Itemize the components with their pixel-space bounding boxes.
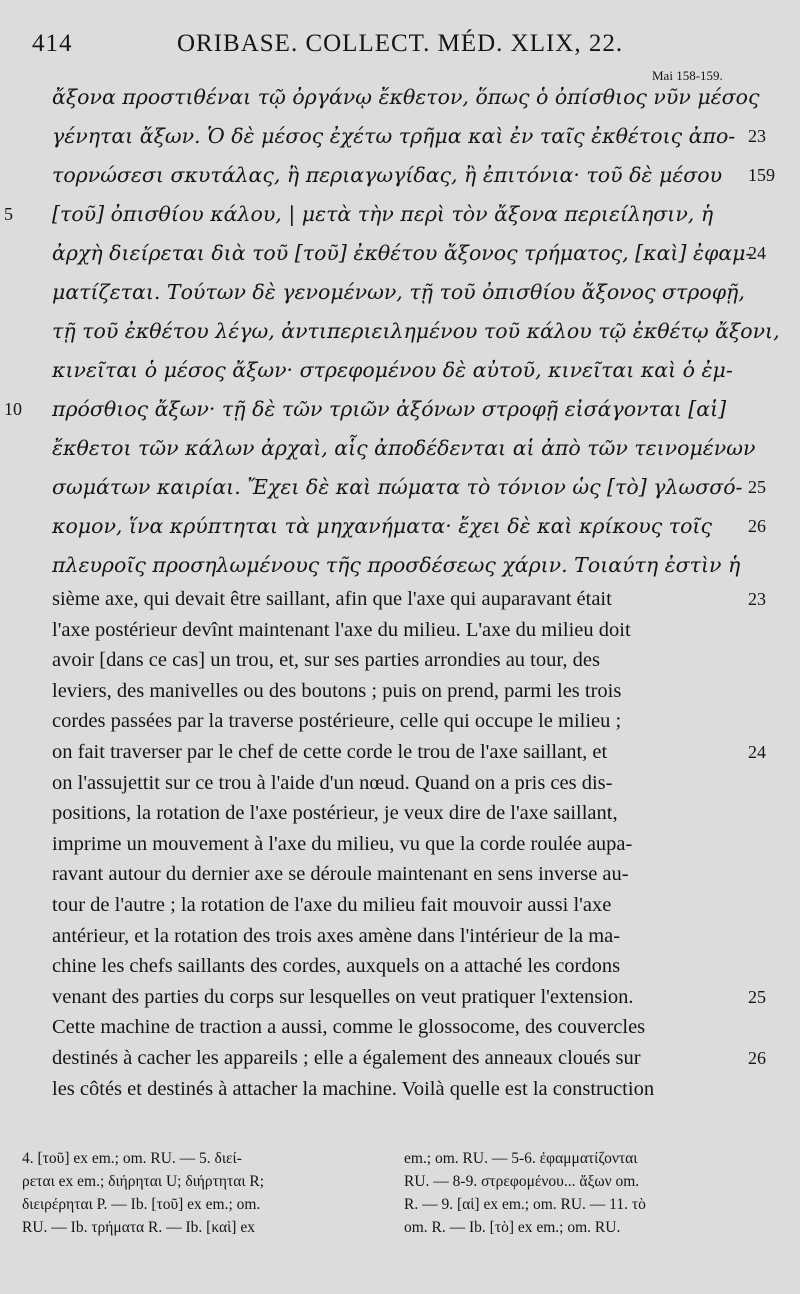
french-line: Cette machine de traction a aussi, comme le glossocome, des couvercles [52,1016,646,1039]
french-line: tour de l'autre ; la rotation de l'axe du milieu fait mouvoir aussi l'axe [52,893,612,916]
footnote-line: 4. [τοῦ] ex em.; om. RU. — 5. διεί- [22,1150,242,1167]
footnote-line: om. R. — Ib. [τὸ] ex em.; om. RU. [404,1219,621,1236]
footnote-line: RU. — 8-9. στρεφομένου... ἄξων om. [404,1173,640,1190]
footnotes-right-column [404,1147,784,1239]
french-section-number: 25 [748,986,766,1007]
french-line: sième axe, qui devait être saillant, afin que l'axe qui auparavant était [52,588,612,610]
greek-line: πλευροῖς προσηλωμένους τῆς προσδέσεως χάριν. Τοιαύτη ἐστὶν ἡ [52,553,741,577]
greek-line: [τοῦ] ὀπισθίου κάλου, | μετὰ τὴν περὶ τὸν ἄξονα περιείλησιν, ἡ [52,202,714,226]
french-section-number: 24 [748,742,766,762]
greek-line: κινεῖται ὁ μέσος ἄξων· στρεφομένου δὲ αὐτοῦ, κινεῖται καὶ ὁ ἐμ- [52,358,733,382]
french-line: cordes passées par la traverse postérieure, celle qui occupe le milieu ; [52,710,622,733]
french-line: on l'assujettit sur ce trou à l'aide d'un nœud. Quand on a pris ces dis- [52,771,613,794]
french-line: ravant autour du dernier axe se déroule maintenant en sens inverse au- [52,863,629,886]
greek-line: ἀρχὴ διείρεται διὰ τοῦ [τοῦ] ἐκθέτου ἄξονος τρήματος, [καὶ] ἐφαμ- [52,241,753,265]
french-section-number: 23 [748,589,766,609]
footnote-line: ρεται ex em.; διήρηται U; διήρτηται R; [22,1173,265,1190]
french-line: chine les chefs saillants des cordes, auxquels on a attaché les cordons [52,955,621,978]
french-line: positions, la rotation de l'axe postérieur, je veux dire de l'axe saillant, [52,802,618,825]
greek-line-number: 5 [4,204,13,224]
french-line: les côtés et destinés à attacher la machine. Voilà quelle est la construction [52,1077,655,1100]
french-line: l'axe postérieur devînt maintenant l'axe du milieu. L'axe du milieu doit [52,618,631,641]
greek-section-number: 26 [748,516,766,536]
footnote-line: RU. — Ib. τρήματα R. — Ib. [καὶ] ex [22,1219,255,1236]
greek-section-number: 25 [748,477,766,497]
page-number: 414 [32,30,73,57]
greek-line: ἔκθετοι τῶν κάλων ἀρχαὶ, αἷς ἀποδέδενται αἱ ἀπὸ τῶν τεινομένων [52,436,756,460]
greek-line: ἄξονα προστιθέναι τῷ ὀργάνῳ ἔκθετον, ὅπως ὁ ὀπίσθιος νῦν μέσος [52,85,760,109]
running-title: ORIBASE. COLLECT. MÉD. XLIX, 22. [177,30,624,57]
greek-line: ματίζεται. Τούτων δὲ γενομένων, τῇ τοῦ ὀπισθίου ἄξονος στροφῇ, [52,280,745,304]
french-section-number: 26 [748,1048,766,1068]
mai-reference: Mai 158-159. [652,68,723,83]
french-line: destinés à cacher les appareils ; elle a également des anneaux cloués sur [52,1046,641,1069]
french-line: avoir [dans ce cas] un trou, et, sur ses parties arrondies au tour, des [52,649,600,672]
footnotes-left-column [22,1147,392,1239]
greek-line: κομον, ἵνα κρύπτηται τὰ μηχανήματα· ἔχει δὲ καὶ κρίκους τοῖς [52,514,712,538]
greek-line: τῇ τοῦ ἐκθέτου λέγω, ἀντιπεριειλημένου τοῦ κάλου τῷ ἐκθέτῳ ἄξονι, [52,319,780,343]
french-line: imprime un mouvement à l'axe du milieu, vu que la corde roulée aupa- [52,832,633,855]
greek-section-number: 159 [748,165,775,185]
french-line: antérieur, et la rotation des trois axes amène dans l'intérieur de la ma- [52,924,621,947]
french-translation-block [52,584,742,1104]
greek-line: πρόσθιος ἄξων· τῇ δὲ τῶν τριῶν ἀξόνων στροφῇ εἰσάγονται [αἱ] [52,397,727,421]
footnote-line: διειρέρηται P. — Ib. [τοῦ] ex em.; om. [22,1196,261,1213]
footnote-line: em.; om. RU. — 5-6. ἐφαμματίζονται [404,1150,638,1167]
french-line: leviers, des manivelles ou des boutons ; puis on prend, parmi les trois [52,679,622,702]
french-line: venant des parties du corps sur lesquelles on veut pratiquer l'extension. [52,985,634,1008]
greek-section-number: 23 [748,126,766,146]
french-line: on fait traverser par le chef de cette corde le trou de l'axe saillant, et [52,740,608,763]
greek-line: γένηται ἄξων. Ὁ δὲ μέσος ἐχέτω τρῆμα καὶ ἐν ταῖς ἐκθέτοις ἀπο- [52,124,736,148]
greek-line-number: 10 [4,399,22,419]
page-header [32,30,752,66]
greek-section-number: 24 [748,243,766,263]
footnote-line: R. — 9. [αἱ] ex em.; om. RU. — 11. τὸ [404,1196,646,1213]
greek-line: σωμάτων καιρίαι. Ἔχει δὲ καὶ πώματα τὸ τόνιον ὡς [τὸ] γλωσσό- [52,475,743,499]
greek-line: τορνώσεσι σκυτάλας, ἢ περιαγωγίδας, ἢ ἐπιτόνια· τοῦ δὲ μέσου [52,163,723,187]
greek-text-block [52,78,780,585]
